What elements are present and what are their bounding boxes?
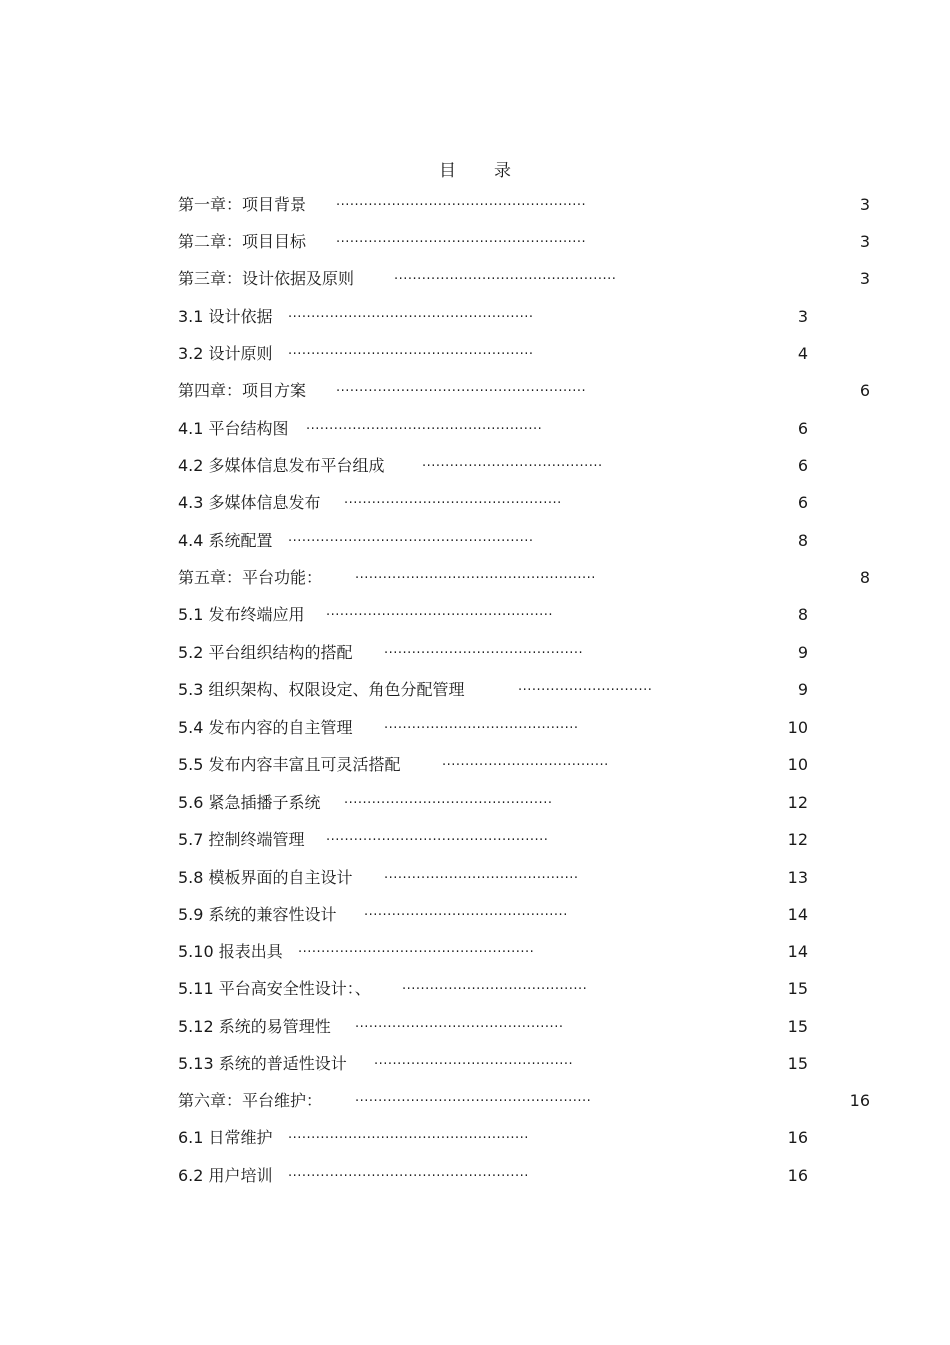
toc-entry-leader: .......................................... (384, 867, 579, 882)
toc-entry-leader: ................................................... (306, 418, 543, 433)
toc-entry-label: 3.2 设计原则 (178, 344, 273, 363)
toc-entry-page: 14 (787, 942, 808, 961)
toc-entry-leader: ........................................... (384, 642, 584, 657)
toc-entry-leader: ................................................ (394, 268, 617, 283)
toc-entry-leader: ....................................... (422, 455, 603, 470)
toc-entry-leader: ................................................. (326, 604, 553, 619)
toc-entry-page: 15 (787, 979, 808, 998)
toc-entry-page: 9 (797, 643, 808, 662)
toc-entry-leader: .................................................... (288, 1127, 529, 1142)
toc-entry-label: 5.3 组织架构、权限设定、角色分配管理 (178, 680, 465, 699)
toc-entry-label: 5.10 报表出具 (178, 942, 283, 961)
toc-entry-label: 第一章：项目背景 (178, 195, 307, 214)
toc-entry-leader: ........................................... (374, 1053, 574, 1068)
toc-entry-page: 16 (849, 1091, 870, 1110)
toc-title-part1: 目 (439, 161, 456, 181)
toc-entry-label: 5.12 系统的易管理性 (178, 1017, 331, 1036)
toc-entry-leader: ...................................................... (336, 380, 587, 395)
toc-entry-page: 6 (797, 419, 808, 438)
toc-entry-page: 3 (797, 307, 808, 326)
toc-entry-page: 3 (859, 269, 870, 288)
toc-entry-leader: ...................................................... (336, 194, 587, 209)
toc-entry-page: 12 (787, 793, 808, 812)
toc-entry-leader: .................................................... (288, 1165, 529, 1180)
toc-entry-leader: ............................................ (364, 904, 568, 919)
toc-entry-label: 5.9 系统的兼容性设计 (178, 905, 337, 924)
toc-entry-page: 16 (787, 1166, 808, 1185)
toc-entry-label: 5.11 平台高安全性设计：、 (178, 979, 371, 998)
toc-entry-label: 第三章：设计依据及原则 (178, 269, 355, 288)
toc-entry-page: 13 (787, 868, 808, 887)
toc-entry-label: 4.2 多媒体信息发布平台组成 (178, 456, 385, 475)
toc-entry-label: 第五章：平台功能： (178, 568, 323, 587)
toc-entry-page: 3 (859, 232, 870, 251)
toc-entry-leader: ................................................... (298, 941, 535, 956)
toc-entry-page: 3 (859, 195, 870, 214)
toc-entry-page: 12 (787, 830, 808, 849)
toc-entry-label: 5.8 模板界面的自主设计 (178, 868, 353, 887)
toc-entry-leader: ..................................................... (288, 530, 534, 545)
toc-entry-page: 10 (787, 718, 808, 737)
toc-entry-page: 16 (787, 1128, 808, 1147)
toc-entry-page: 8 (797, 531, 808, 550)
toc-entry-page: 4 (797, 344, 808, 363)
toc-entry-page: 6 (859, 381, 870, 400)
toc-entry-page: 8 (797, 605, 808, 624)
toc-title-part2: 录 (494, 161, 511, 181)
toc-entry-leader: .................................................... (355, 567, 596, 582)
toc-entry-label: 3.1 设计依据 (178, 307, 273, 326)
toc-entry-leader: ................................................... (355, 1090, 592, 1105)
toc-entry-label: 4.1 平台结构图 (178, 419, 289, 438)
toc-entry-label: 5.2 平台组织结构的搭配 (178, 643, 353, 662)
toc-entry-leader: .......................................... (384, 717, 579, 732)
toc-entry-leader: ...................................................... (336, 231, 587, 246)
toc-entry-label: 6.1 日常维护 (178, 1128, 273, 1147)
toc-entry-page: 10 (787, 755, 808, 774)
toc-entry-label: 第四章：项目方案 (178, 381, 307, 400)
toc-entry-page: 8 (859, 568, 870, 587)
toc-title (0, 156, 950, 181)
toc-entry-label: 5.13 系统的普适性设计 (178, 1054, 347, 1073)
toc-entry-label: 4.3 多媒体信息发布 (178, 493, 321, 512)
toc-entry-page: 15 (787, 1054, 808, 1073)
toc-entry-label: 4.4 系统配置 (178, 531, 273, 550)
toc-entry-leader: ..................................................... (288, 343, 534, 358)
toc-entry-leader: ............................. (518, 679, 653, 694)
toc-entry-page: 14 (787, 905, 808, 924)
toc-entry-leader: ............................................. (344, 792, 553, 807)
toc-entry-label: 5.7 控制终端管理 (178, 830, 305, 849)
toc-entry-page: 6 (797, 493, 808, 512)
toc-entry-leader: ..................................................... (288, 306, 534, 321)
toc-entry-label: 第六章：平台维护： (178, 1091, 323, 1110)
toc-entry-label: 5.1 发布终端应用 (178, 605, 305, 624)
toc-entry-leader: ................................................ (326, 829, 549, 844)
toc-entry-page: 9 (797, 680, 808, 699)
toc-entry-label: 5.5 发布内容丰富且可灵活搭配 (178, 755, 401, 774)
toc-entry-leader: ........................................ (402, 978, 588, 993)
toc-entry-label: 6.2 用户培训 (178, 1166, 273, 1185)
toc-entry-label: 第二章：项目目标 (178, 232, 307, 251)
toc-entry-leader: .................................... (442, 754, 609, 769)
toc-entry-label: 5.4 发布内容的自主管理 (178, 718, 353, 737)
toc-entry-page: 15 (787, 1017, 808, 1036)
toc-entry-leader: ............................................... (344, 492, 562, 507)
toc-entry-page: 6 (797, 456, 808, 475)
toc-entry-label: 5.6 紧急插播子系统 (178, 793, 321, 812)
toc-entry-leader: ............................................. (355, 1016, 564, 1031)
